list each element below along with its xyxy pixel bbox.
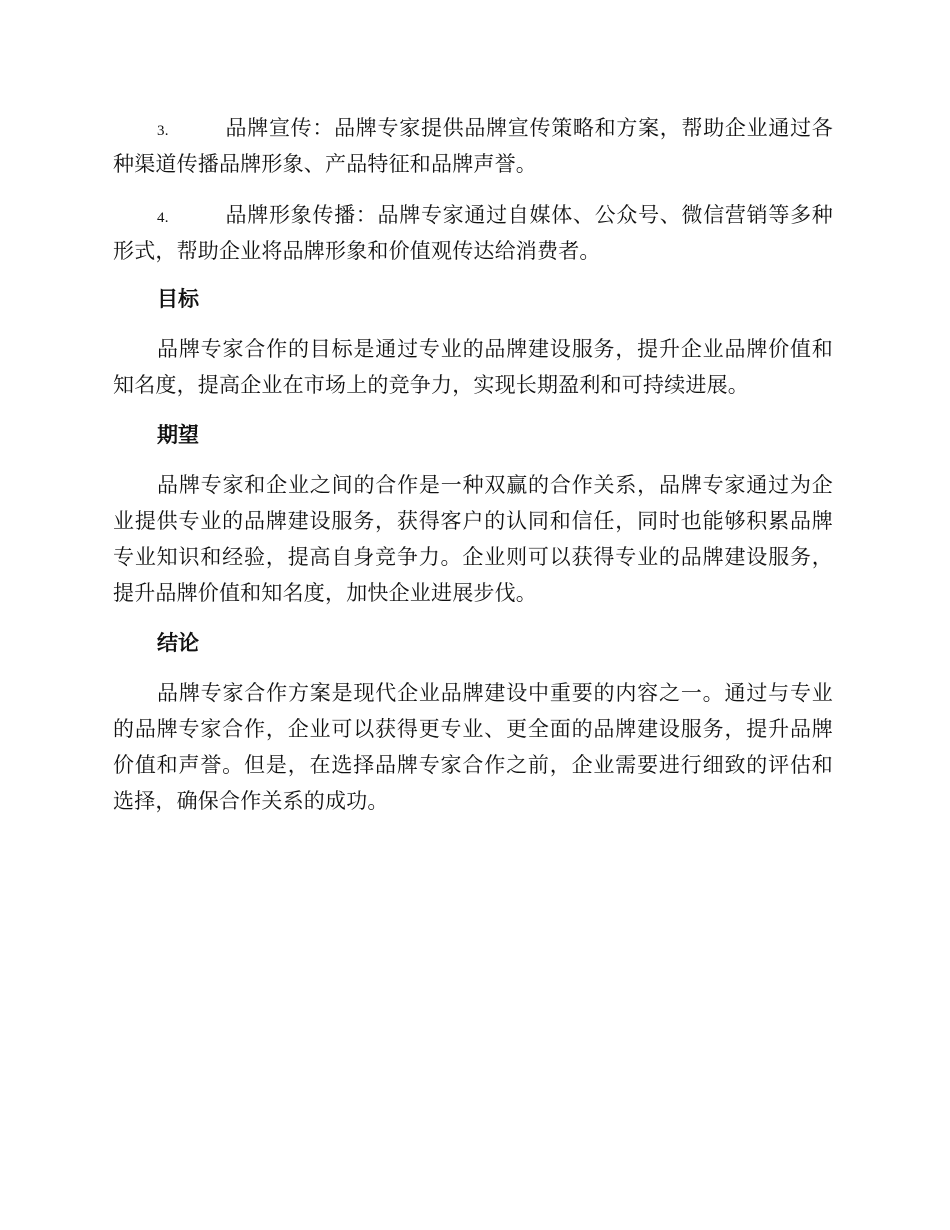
list-item-number: 4. — [157, 210, 169, 227]
list-item-brand-image-communication — [113, 197, 833, 269]
list-item-number: 3. — [157, 123, 169, 139]
document-page — [113, 110, 833, 836]
section-body-goal: 品牌专家合作的目标是通过专业的品牌建设服务，提升企业品牌价值和知名度，提高企业在市场上的竞争力，实现长期盈利和可持续进展。 — [113, 336, 833, 398]
section-heading-conclusion: 结论 — [157, 631, 199, 656]
section-heading-goal: 目标 — [157, 287, 199, 312]
section-body-expectation: 品牌专家和企业之间的合作是一种双赢的合作关系，品牌专家通过为企业提供专业的品牌建设服务，获得客户的认同和信任，同时也能够积累品牌专业知识和经验，提高自身竞争力。企业则可以获得专业的品牌建设服务，提升品牌价值和知名度，加快企业进展步伐。 — [113, 472, 833, 605]
list-item-brand-promotion — [113, 110, 833, 182]
section-heading-expectation: 期望 — [157, 423, 199, 448]
section-body-conclusion: 品牌专家合作方案是现代企业品牌建设中重要的内容之一。通过与专业的品牌专家合作，企业可以获得更专业、更全面的品牌建设服务，提升品牌价值和声誉。但是，在选择品牌专家合作之前，企业需要进行细致的评估和选择，确保合作关系的成功。 — [113, 680, 833, 813]
list-item-text: 品牌宣传：品牌专家提供品牌宣传策略和方案，帮助企业通过各种渠道传播品牌形象、产品特征和品牌声誉。 — [113, 116, 833, 177]
list-item-text: 品牌形象传播：品牌专家通过自媒体、公众号、微信营销等多种形式，帮助企业将品牌形象和价值观传达给消费者。 — [113, 203, 833, 264]
